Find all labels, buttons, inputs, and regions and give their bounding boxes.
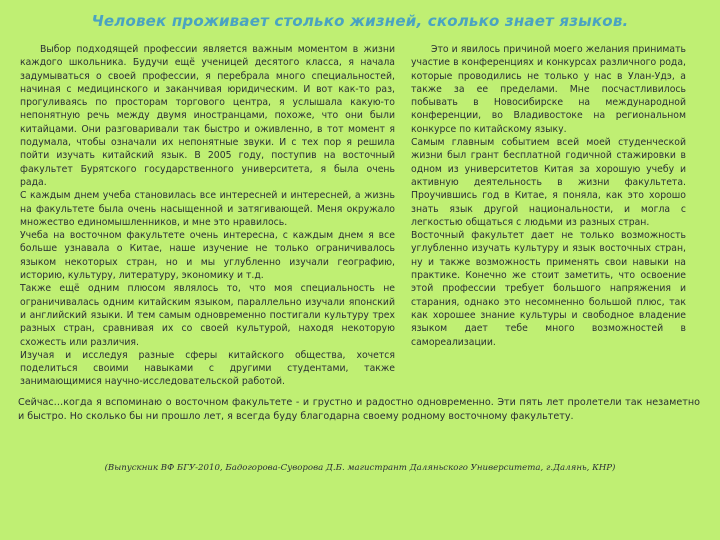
closing-paragraph: [18, 396, 700, 425]
paragraph: Восточный факультет дает не только возможность углубленно изучать культуру и язык восточных стран, ну и также возможность применять свои навыки на практике. Конечно же стоит заметить, что освоение этой профессии требует большого напряжения и старания, однако это несомненно большой плюс, так как хорошее знание культуры и свободное владение языком дает тебе много возможностей в самореализации.: [411, 230, 686, 348]
paragraph: С каждым днем учеба становилась все интересней и интересней, а жизнь на факультете была очень насыщенной и затягивающей. Меня окружало множество единомышленников, и мне это нравилось.: [20, 190, 395, 228]
paragraph: Сейчас…когда я вспоминаю о восточном факультете - и грустно и радостно одновременно. Эти пять лет пролетели так незаметно и быстро. Но сколько бы ни прошло лет, я всегда буду благодарна своему родному восточному факультету.: [18, 397, 700, 423]
paragraph: Выбор подходящей профессии является важным моментом в жизни каждого школьника. Будучи ещё ученицей десятого класса, я начала задумываться о своей профессии, я перебрала много специальностей, начиная с медицинского и заканчивая юридическим. И вот как-то раз, прогуливаясь по просторам торгового центра, я услышала какую-то непонятную речь между двумя иностранцами, похоже, что они были китайцами. Они разговаривали так быстро и оживленно, в тот момент я подумала, чтобы означали их непонятные звуки. И с тех пор я решила пойти изучать китайский язык. В 2005 году, поступив на восточный факультет Бурятского государственного университета, я была очень рада.: [20, 44, 395, 188]
paragraph: Также ещё одним плюсом являлось то, что моя специальность не ограничивалась одним китайским языком, параллельно изучали японский и английский языки. И тем самым одновременно постигали культуру трех разных стран, сравнивая их со своей культурой, находя некоторую схожесть или различия.: [20, 283, 395, 348]
page-title: Человек проживает столько жизней, сколько знает языков.: [91, 12, 629, 30]
paragraph: Изучая и исследуя разные сферы китайского общества, хочется поделиться своими навыками с другими студентами, также занимающимися научно-исследовательской работой.: [20, 349, 395, 388]
paragraph: Это и явилось причиной моего желания принимать участие в конференциях и конкурсах различного рода, которые проводились не только у нас в Улан-Удэ, а также за ее пределами. Мне посчастливилось побывать в Новосибирске на международной конференции, во Владивостоке на региональном конкурсе по китайскому языку.: [411, 44, 686, 135]
paragraph: Самым главным событием всей моей студенческой жизни был грант бесплатной годичной стажировки в одном из университетов Китая за хорошую учебу и активную деятельность в жизни факультета. Проучившись год в Китае, я поняла, как это хорошо знать язык другой национальности, и могла с легкостью общаться с людьми из разных стран.: [411, 137, 686, 228]
left-text-column: [20, 43, 395, 389]
right-text-column: [411, 43, 686, 349]
author-signature: (Выпускник ВФ БГУ-2010, Бадогорова-Суворова Д.Б. магистрант Даляньского Университета, г.Далянь, КНР): [104, 463, 616, 473]
paragraph: Учеба на восточном факультете очень интересна, с каждым днем я все больше узнавала о Китае, наше изучение не только ограничивалось языком некоторых стран, но и мы углубленно изучали географию, историю, культуру, литературу, экономику и т.д.: [20, 230, 395, 282]
